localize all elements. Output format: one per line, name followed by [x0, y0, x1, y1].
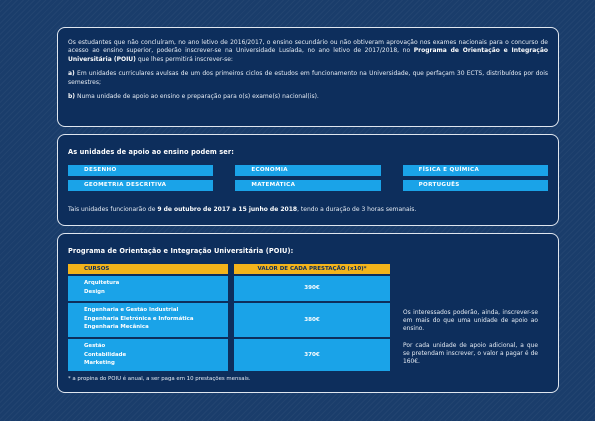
unit-portugues: PORTUGUÊS: [403, 180, 548, 191]
units-title: As unidades de apoio ao ensino podem ser:: [68, 148, 234, 156]
unit-fisica-quimica: FÍSICA E QUÍMICA: [403, 165, 548, 176]
course-group-1: [68, 276, 228, 301]
price-group-3: 370€: [234, 339, 390, 371]
intro-paragraph: Os estudantes que não concluíram, no ano letivo de 2016/2017, o ensino secundário ou não obtiveram aprovação nos exames nacionais para o concurso de acesso ao ensino superior, poderão inscrever-se na Universidade Lusíada, no ano letivo de 2017/2018, no Programa de Orientação e Integração Universitária (POIU) que lhes permitirá inscrever-se:: [68, 39, 548, 63]
course-group-2: [68, 303, 228, 337]
course-name: Contabilidade: [84, 351, 127, 358]
additional-fee-note: Por cada unidade de apoio adicional, a que se pretendam inscrever, o valor a pagar é de 160€.: [403, 342, 538, 366]
units-schedule-note: Tais unidades funcionarão de 9 de outubro de 2017 a 15 junho de 2018, tendo a duração de 3 horas semanais.: [68, 206, 417, 213]
intro-panel: [57, 27, 559, 127]
poiu-footnote: * a propina do POIU é anual, a ser paga em 10 prestações mensais.: [68, 376, 251, 382]
price-group-1: 390€: [234, 276, 390, 301]
option-a: a) Em unidades curriculares avulsas de um dos primeiros ciclos de estudos em funcionamento na Universidade, que perfaçam 30 ECTS, distribuídos por dois semestres;: [68, 70, 548, 86]
additional-units-note: Os interessados poderão, ainda, inscrever-se em mais do que uma unidade de apoio ao ensino.: [403, 310, 538, 333]
price-column-header: VALOR DE CADA PRESTAÇÃO (x10)*: [234, 264, 390, 274]
course-name: Engenharia Mecânica: [84, 324, 149, 331]
course-name: Marketing: [84, 360, 115, 367]
course-name: Design: [84, 288, 105, 295]
poiu-title: Programa de Orientação e Integração Universitária (POIU):: [68, 247, 294, 255]
course-name: Arquitetura: [84, 280, 120, 286]
unit-desenho: DESENHO: [68, 165, 213, 176]
option-b: b) Numa unidade de apoio ao ensino e preparação para o(s) exame(s) nacional(is).: [68, 93, 319, 101]
units-grid: [68, 165, 548, 191]
additional-info: [403, 309, 538, 366]
course-group-3: [68, 339, 228, 371]
poiu-panel: [57, 233, 559, 393]
course-name: Engenharia e Gestão Industrial: [84, 307, 179, 313]
price-group-2: 380€: [234, 303, 390, 337]
units-panel: [57, 134, 559, 226]
unit-matematica: MATEMÁTICA: [235, 180, 380, 191]
courses-column-header: CURSOS: [68, 264, 228, 274]
course-name: Engenharia Eletrónica e Informática: [84, 315, 194, 322]
course-name: Gestão: [84, 343, 106, 349]
unit-economia: ECONOMIA: [235, 165, 380, 176]
poiu-program-name: Programa de Orientação e Integração Universitária (POIU): [68, 47, 548, 63]
unit-geometria-descritiva: GEOMETRIA DESCRITIVA: [68, 180, 213, 191]
